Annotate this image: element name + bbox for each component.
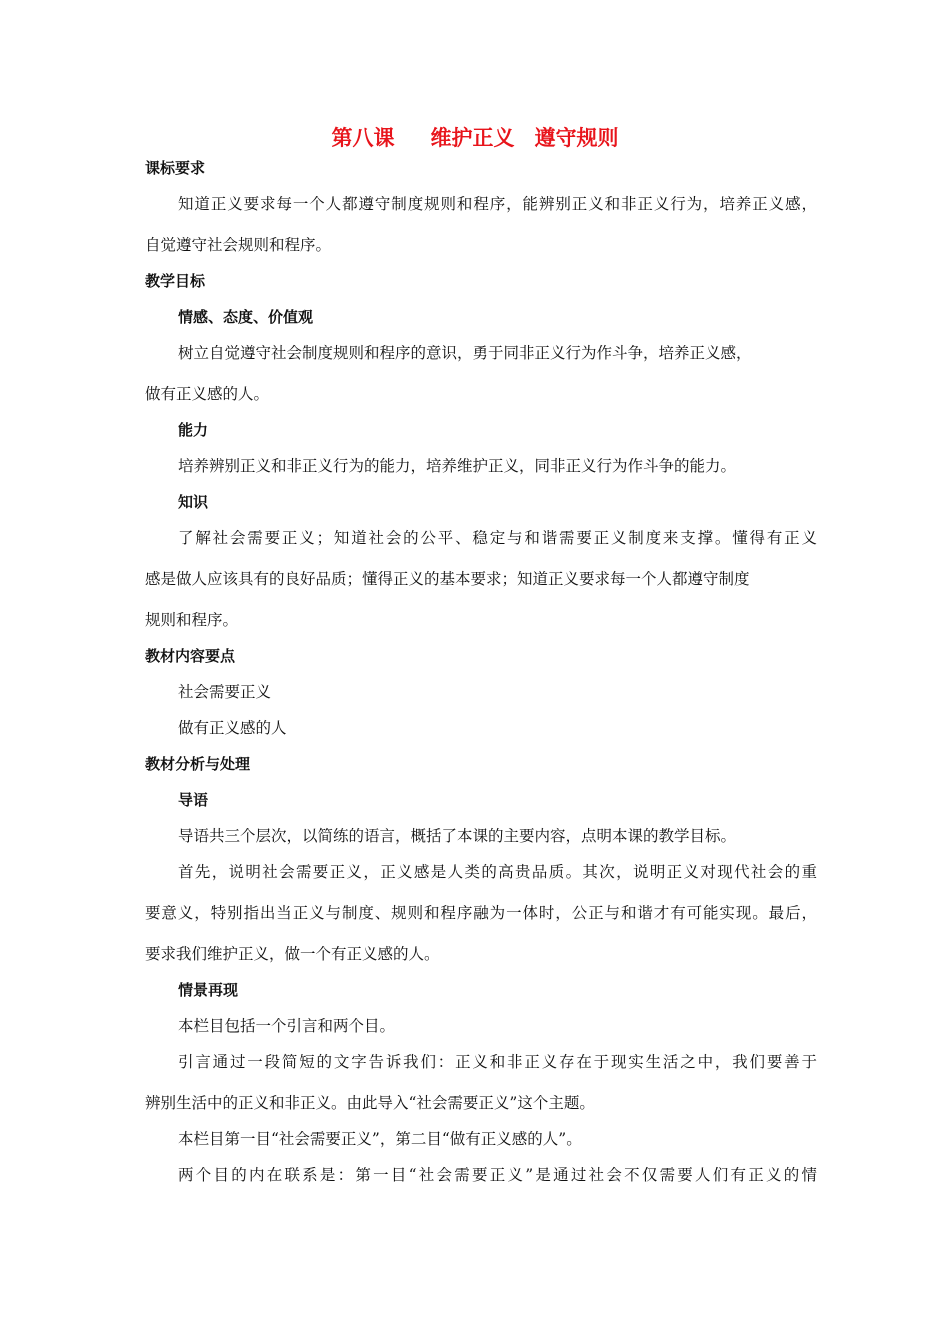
heading-content-points: 教材内容要点 (145, 647, 236, 665)
list-item: 社会需要正义 (178, 683, 272, 701)
paragraph-line: 做有正义感的人。 (145, 385, 270, 403)
paragraph-line: 规则和程序。 (145, 611, 239, 629)
heading-analysis: 教材分析与处理 (145, 755, 251, 773)
heading-curriculum-standard: 课标要求 (145, 159, 206, 177)
subheading-introduction: 导语 (178, 791, 209, 809)
subheading-knowledge: 知识 (178, 493, 209, 511)
subheading-ability: 能力 (178, 421, 209, 439)
paragraph-line: 导语共三个层次，以简练的语言，概括了本课的主要内容，点明本课的教学目标。 (178, 827, 737, 845)
title-rules: 遵守规则 (534, 126, 619, 150)
paragraph-line: 培养辨别正义和非正义行为的能力，培养维护正义，同非正义行为作斗争的能力。 (178, 457, 737, 475)
heading-teaching-goals: 教学目标 (145, 272, 206, 290)
paragraph-line: 树立自觉遵守社会制度规则和程序的意识，勇于同非正义行为作斗争，培养正义感， (178, 344, 752, 362)
title-lesson: 第八课 (331, 126, 395, 150)
paragraph-line: 首先，说明社会需要正义，正义感是人类的高贵品质。其次，说明正义对现代社会的重 (178, 863, 817, 881)
paragraph-line: 自觉遵守社会规则和程序。 (145, 236, 332, 254)
subheading-scenario: 情景再现 (178, 981, 239, 999)
paragraph-line: 要求我们维护正义，做一个有正义感的人。 (145, 945, 440, 963)
paragraph-line: 本栏目包括一个引言和两个目。 (178, 1017, 396, 1035)
subheading-emotion-values: 情感、态度、价值观 (178, 308, 314, 326)
paragraph-line: 知道正义要求每一个人都遵守制度规则和程序，能辨别正义和非正义行为，培养正义感， (178, 195, 817, 213)
paragraph-line: 了解社会需要正义；知道社会的公平、稳定与和谐需要正义制度来支撑。懂得有正义 (178, 529, 817, 547)
page-title (0, 122, 950, 152)
paragraph-line: 两个目的内在联系是：第一目“社会需要正义”是通过社会不仅需要人们有正义的情 (178, 1166, 817, 1184)
paragraph-line: 引言通过一段简短的文字告诉我们：正义和非正义存在于现实生活之中，我们要善于 (178, 1053, 817, 1071)
paragraph-line: 感是做人应该具有的良好品质；懂得正义的基本要求；知道正义要求每一个人都遵守制度 (145, 570, 750, 588)
list-item: 做有正义感的人 (178, 719, 287, 737)
paragraph-line: 本栏目第一目“社会需要正义”，第二目“做有正义感的人”。 (178, 1130, 582, 1148)
paragraph-line: 辨别生活中的正义和非正义。由此导入“社会需要正义”这个主题。 (145, 1094, 595, 1112)
title-justice: 维护正义 (430, 126, 515, 150)
paragraph-line: 要意义，特别指出当正义与制度、规则和程序融为一体时，公正与和谐才有可能实现。最后， (145, 904, 817, 922)
